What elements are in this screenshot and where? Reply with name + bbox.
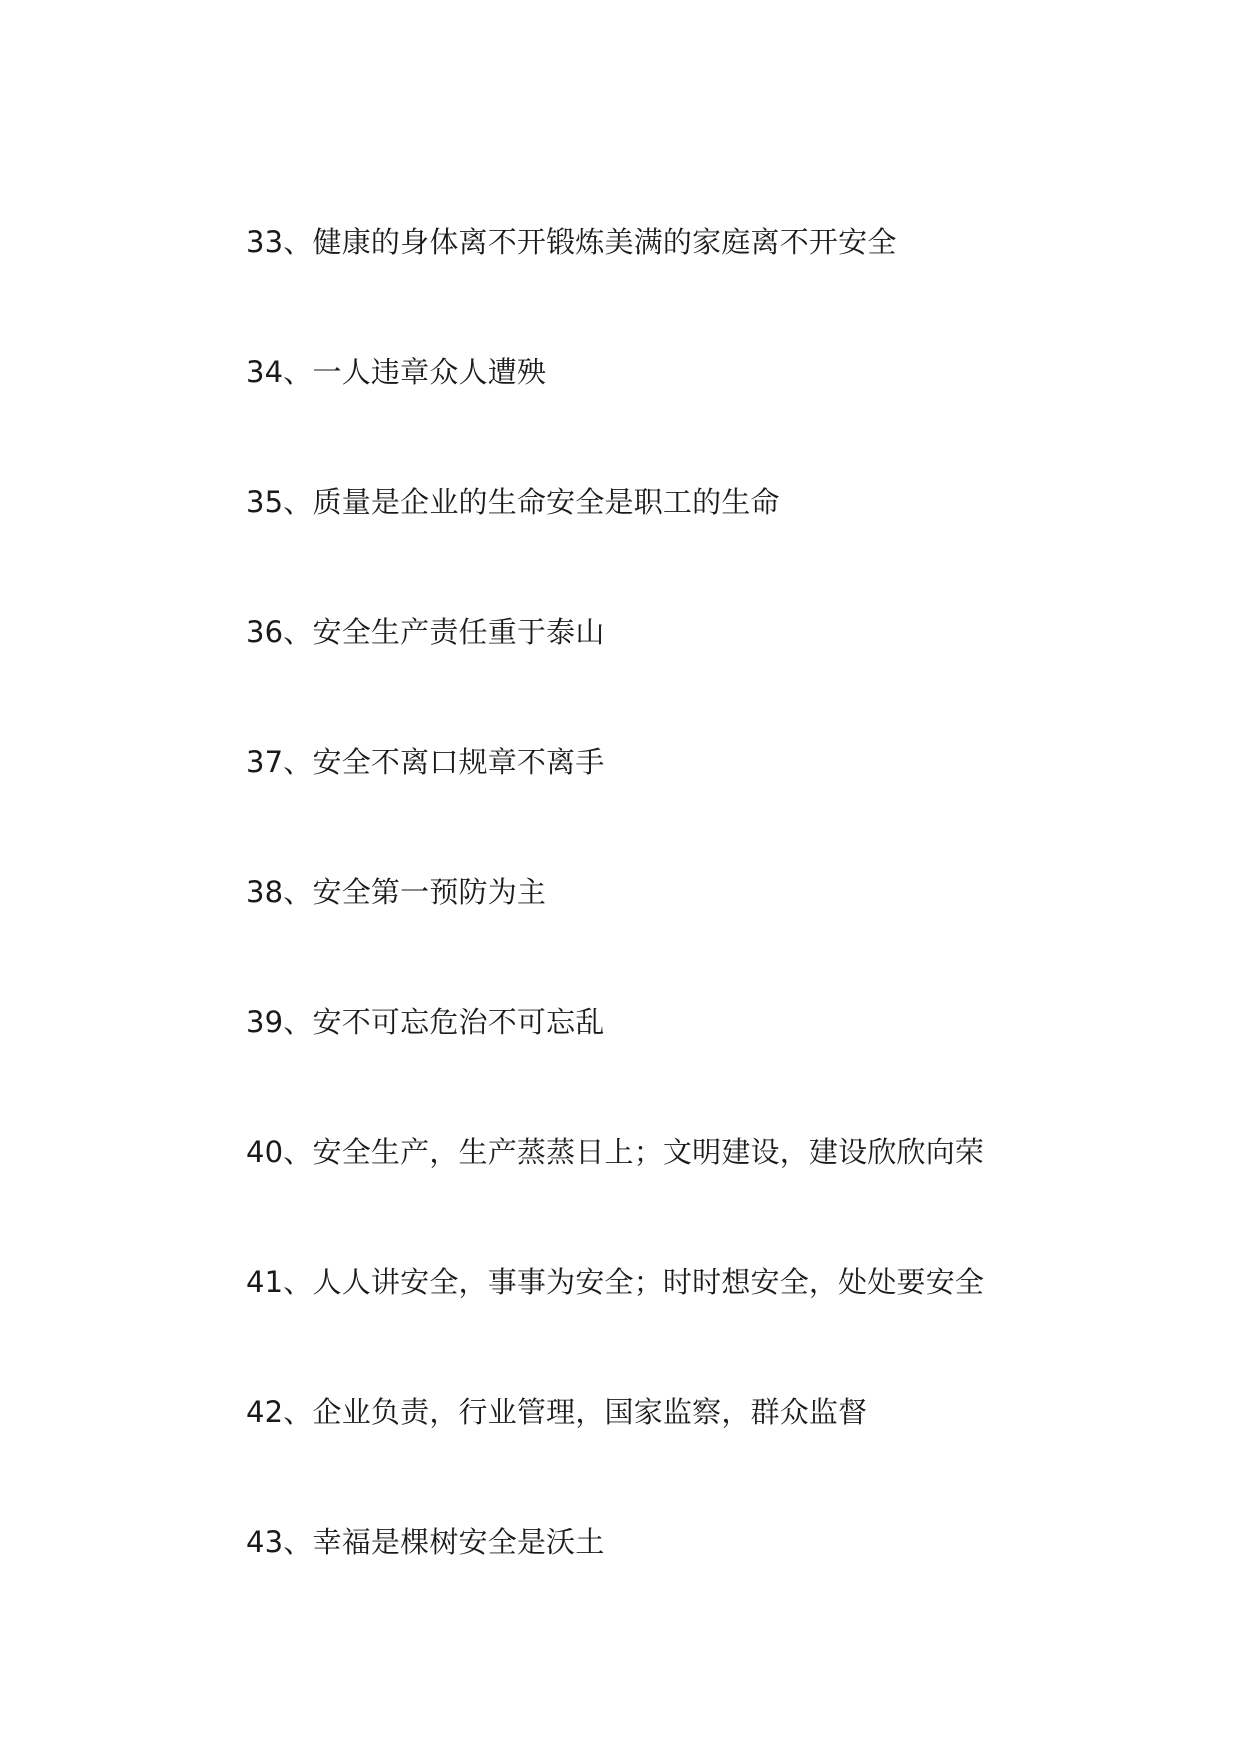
item-number: 40、 bbox=[246, 1135, 313, 1169]
item-number: 37、 bbox=[246, 745, 313, 779]
item-number: 42、 bbox=[246, 1395, 313, 1429]
list-item bbox=[246, 1392, 984, 1522]
list-item bbox=[246, 1132, 984, 1262]
item-text: 企业负责，行业管理，国家监察，群众监督 bbox=[312, 1395, 868, 1429]
item-text: 安全生产，生产蒸蒸日上；文明建设，建设欣欣向荣 bbox=[312, 1135, 985, 1169]
item-number: 36、 bbox=[246, 615, 313, 649]
item-text: 安不可忘危治不可忘乱 bbox=[312, 1005, 605, 1039]
list-item bbox=[246, 1002, 984, 1132]
list-item bbox=[246, 352, 984, 482]
slogan-list bbox=[246, 222, 984, 1652]
item-number: 33、 bbox=[246, 225, 313, 259]
item-text: 人人讲安全，事事为安全；时时想安全，处处要安全 bbox=[312, 1265, 985, 1299]
item-number: 39、 bbox=[246, 1005, 313, 1039]
item-text: 安全生产责任重于泰山 bbox=[312, 615, 605, 649]
list-item bbox=[246, 612, 984, 742]
list-item bbox=[246, 1522, 984, 1652]
item-number: 38、 bbox=[246, 875, 313, 909]
item-number: 41、 bbox=[246, 1265, 313, 1299]
list-item bbox=[246, 742, 984, 872]
list-item bbox=[246, 1262, 984, 1392]
item-text: 安全第一预防为主 bbox=[312, 875, 547, 909]
item-number: 34、 bbox=[246, 355, 313, 389]
list-item bbox=[246, 872, 984, 1002]
item-text: 一人违章众人遭殃 bbox=[312, 355, 547, 389]
item-text: 安全不离口规章不离手 bbox=[312, 745, 605, 779]
item-text: 健康的身体离不开锻炼美满的家庭离不开安全 bbox=[312, 225, 897, 259]
list-item bbox=[246, 222, 984, 352]
list-item bbox=[246, 482, 984, 612]
item-number: 43、 bbox=[246, 1525, 313, 1559]
item-text: 质量是企业的生命安全是职工的生命 bbox=[312, 485, 780, 519]
item-text: 幸福是棵树安全是沃土 bbox=[312, 1525, 605, 1559]
item-number: 35、 bbox=[246, 485, 313, 519]
